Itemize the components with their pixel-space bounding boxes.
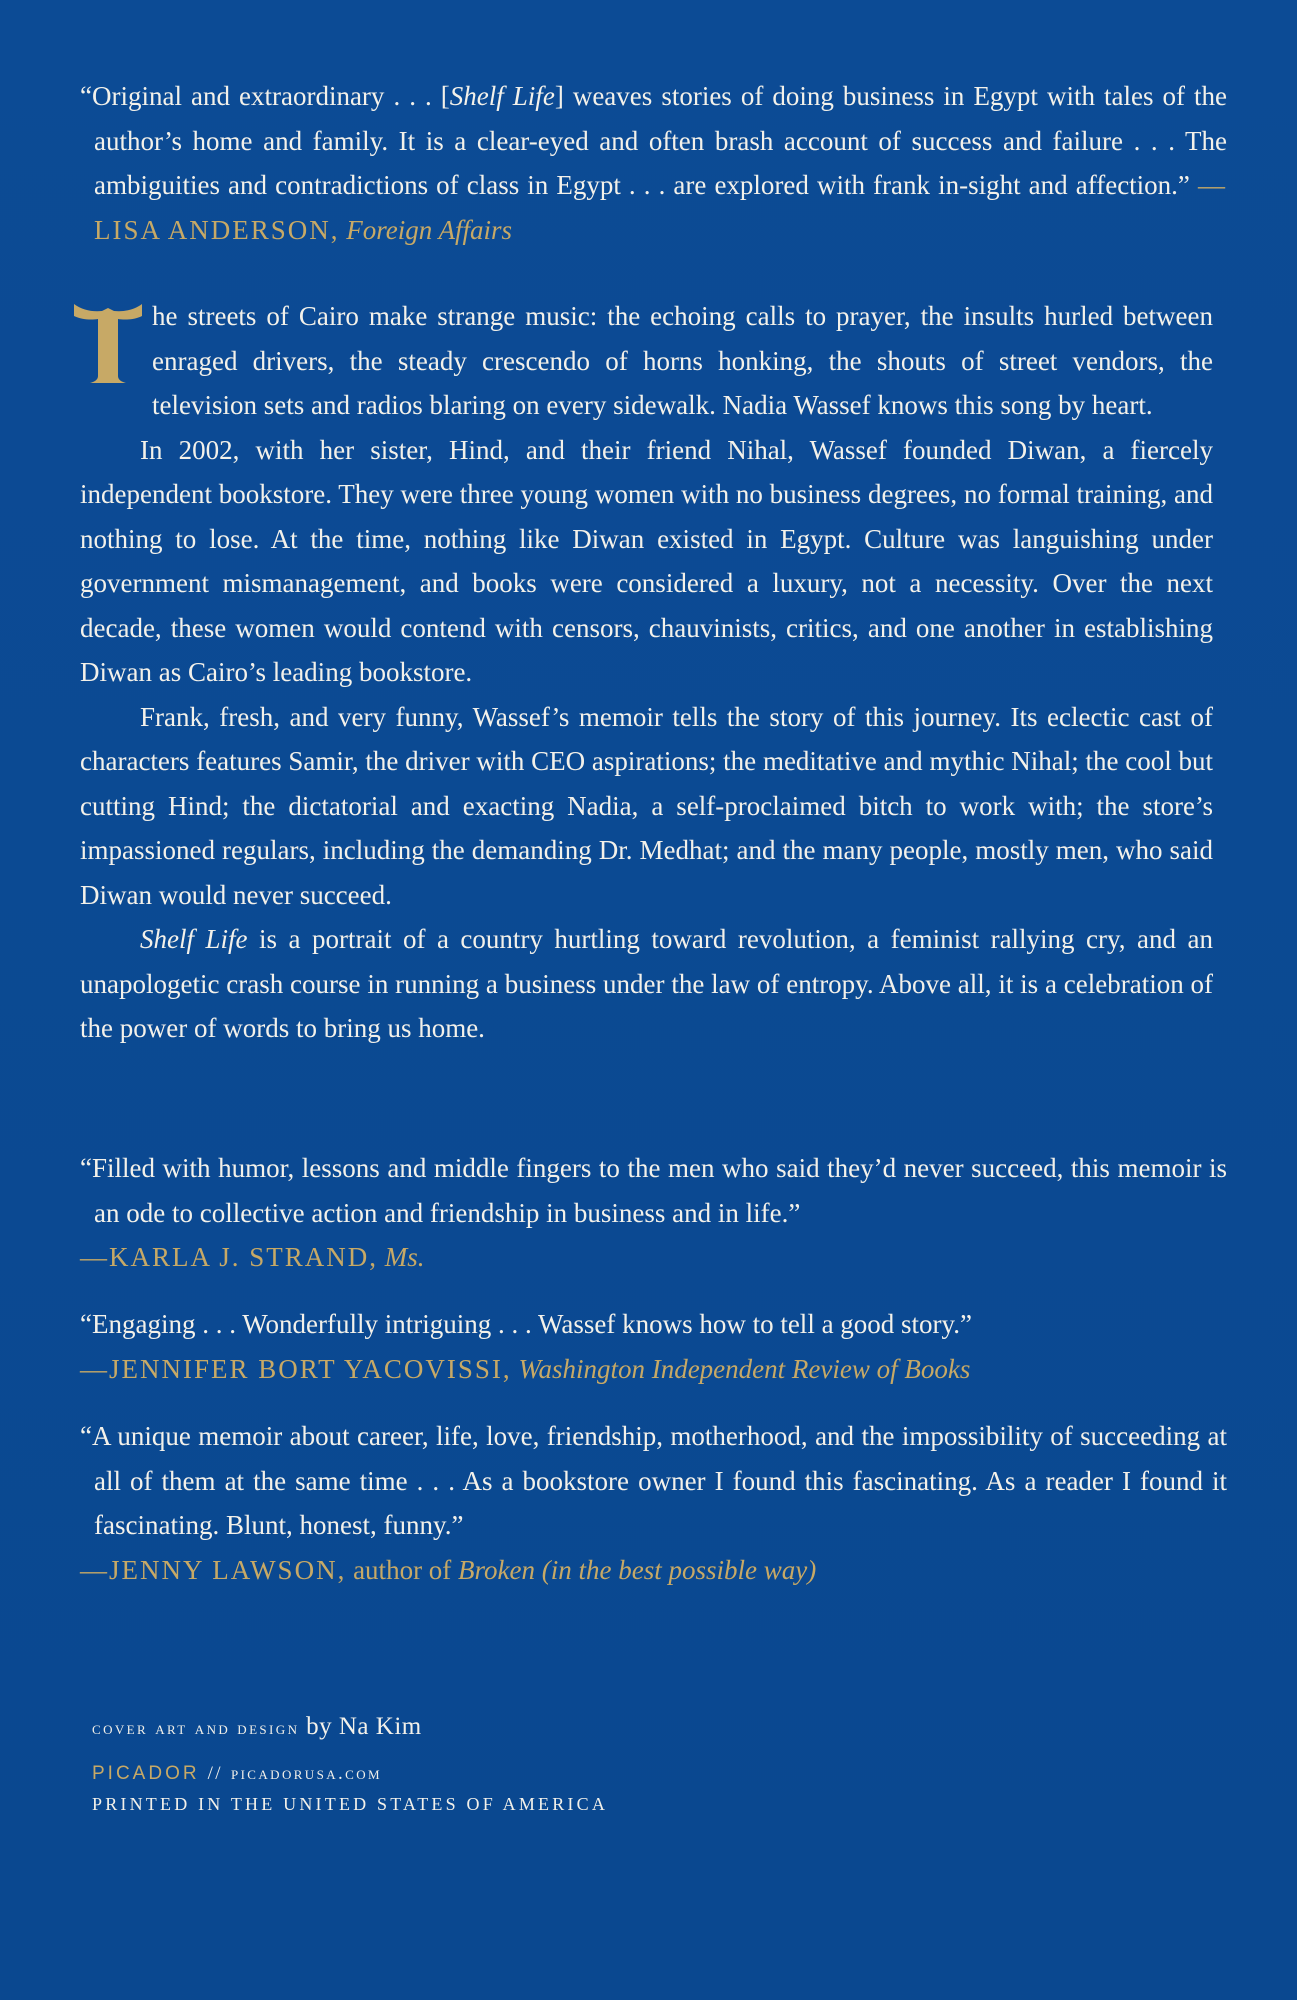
drop-cap-glyph <box>72 300 144 384</box>
review-source: Ms. <box>384 1242 425 1272</box>
quote-attribution <box>80 1548 1227 1593</box>
printed-in-notice: PRINTED IN THE UNITED STATES OF AMERICA <box>92 1794 609 1814</box>
reviewer-name: —LISA ANDERSON, <box>94 170 1227 245</box>
description-paragraph-4 <box>80 917 1213 1051</box>
publisher-logo: PICADOR <box>92 1763 200 1784</box>
book-description <box>80 294 1213 1051</box>
reviewer-name: —JENNIFER BORT YACOVISSI, <box>80 1353 512 1384</box>
quote-text: “Engaging . . . Wonderfully intriguing . . . Wassef knows how to tell a good story.” <box>80 1309 973 1339</box>
top-review-quote <box>80 74 1227 252</box>
description-paragraph-1 <box>80 294 1213 428</box>
separator: // <box>207 1763 223 1784</box>
book-title-italic: Shelf Life <box>140 924 248 954</box>
review-source: Broken (in the best possible way) <box>458 1554 817 1585</box>
description-paragraph-2: In 2002, with her sister, Hind, and their friend Nihal, Wassef founded Diwan, a fiercely independent bookstore. They were three young women with no business degrees, no formal training, and nothing to lose. At the time, nothing like Diwan existed in Egypt. Culture was languishing under government mismanagement, and books were considered a luxury, not a necessity. Over the next decade, these women would contend with censors, chauvinists, critics, and one another in establishing Diwan as Cairo’s leading bookstore. <box>80 434 1213 687</box>
quote-text-cont: ] weaves stories of doing business in Egypt with tales of the author’s home and family. It is a clear-eyed and often brash account of success and failure . . . The ambiguities and contradictions of class in Egypt . . . are explored with frank in-sight and affection.” <box>94 81 1227 200</box>
review-source: Foreign Affairs <box>346 214 513 245</box>
cover-credits <box>92 1712 608 1815</box>
description-paragraph-3: Frank, fresh, and very funny, Wassef’s memoir tells the story of this journey. Its eclectic cast of characters features Samir, the driver with CEO aspirations; the meditative and mythic Nihal; the cool but cutting Hind; the dictatorial and exacting Nadia, a self-proclaimed bitch to work with; the store’s impassioned regulars, including the demanding Dr. Medhat; and the many people, mostly men, who said Diwan would never succeed. <box>80 701 1213 910</box>
cover-design-credit: cover art and design by Na Kim <box>92 1713 422 1740</box>
review-quote-lawson <box>80 1414 1227 1592</box>
publisher-website: picadorusa.com <box>230 1763 382 1784</box>
cover-credit-label: cover art and design <box>92 1718 300 1739</box>
review-source: Washington Independent Review of Books <box>518 1353 971 1384</box>
reviewer-name: —JENNY LAWSON, <box>80 1554 347 1585</box>
quote-attribution <box>80 1235 1227 1280</box>
paragraph-text: is a portrait of a country hurtling toward revolution, a feminist rallying cry, and an unapologetic crash course in running a business under the law of entropy. Above all, it is a celebration of the power of words to bring us home. <box>80 924 1213 1043</box>
quote-text: “Filled with humor, lessons and middle fingers to the men who said they’d never succeed, this memoir is an ode to collective action and friendship in business and in life.” <box>80 1153 1227 1228</box>
publisher-line <box>92 1760 608 1788</box>
quote-book-title: Shelf Life <box>449 81 555 111</box>
quote-attribution <box>80 1347 1227 1392</box>
reviewer-descriptor: author of <box>346 1554 459 1585</box>
paragraph-text: he streets of Cairo make strange music: the echoing calls to prayer, the insults hurled between enraged drivers, the steady crescendo of horns honking, the shouts of street vendors, the television sets and radios blaring on every sidewalk. Nadia Wassef knows this song by heart. <box>152 301 1213 420</box>
quote-text: “Original and extraordinary . . . [ <box>80 81 450 111</box>
review-quote-strand <box>80 1146 1227 1280</box>
review-quote-yacovissi <box>80 1302 1227 1391</box>
quote-text: “A unique memoir about career, life, love, friendship, motherhood, and the impossibility of succeeding at all of them at the same time . . . As a bookstore owner I found this fascinating. As a reader I found it fascinating. Blunt, honest, funny.” <box>80 1421 1227 1540</box>
drop-cap <box>72 300 144 384</box>
reviewer-name: —KARLA J. STRAND, <box>80 1242 379 1272</box>
designer-name: Na Kim <box>338 1713 422 1740</box>
